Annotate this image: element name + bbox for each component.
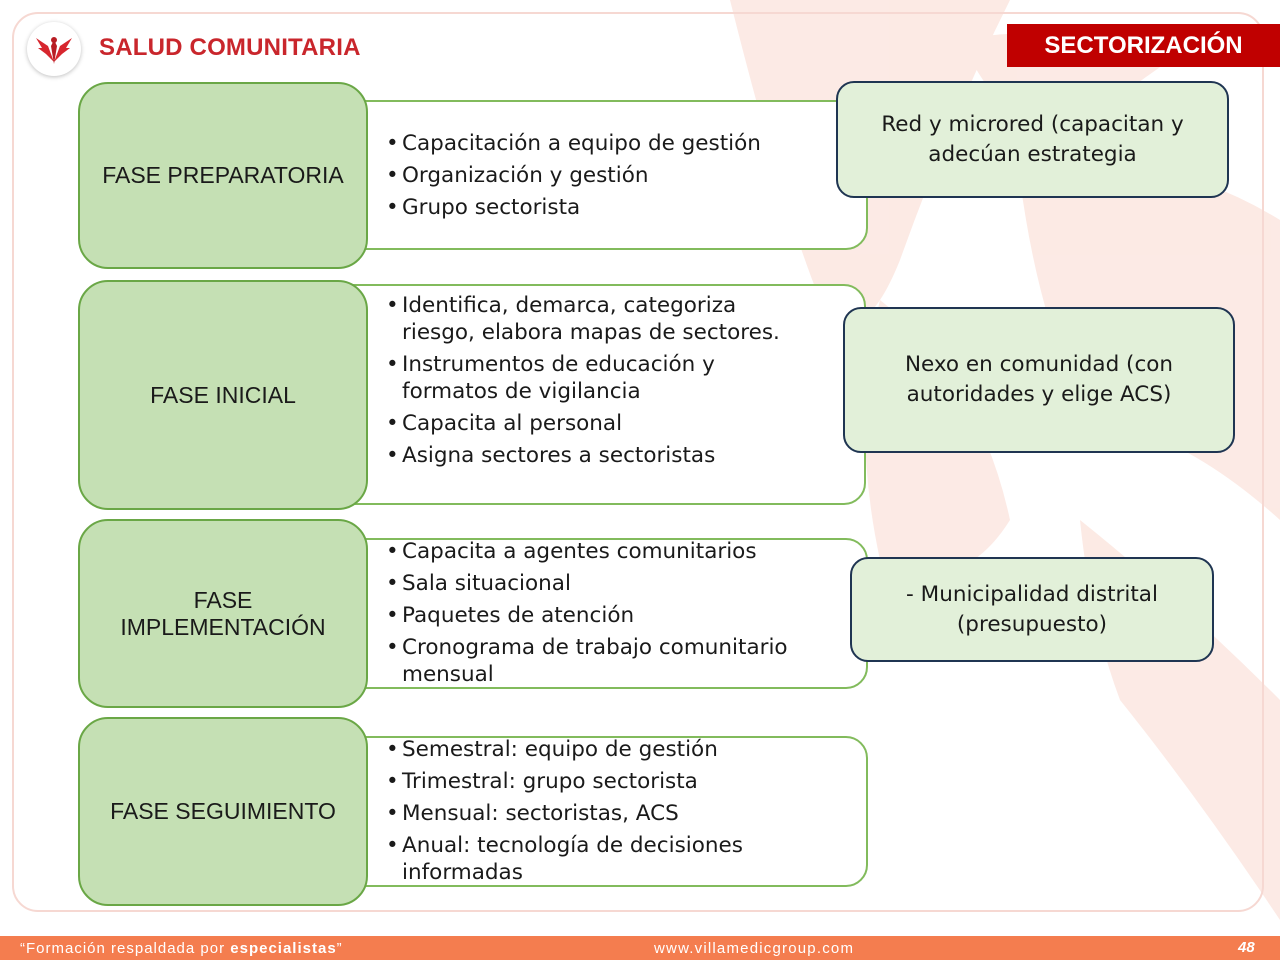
phase-preparatoria-note: Red y microred (capacitan y adecúan estrategia (836, 81, 1229, 198)
brand-logo (27, 22, 81, 76)
phase-preparatoria-label: FASE PREPARATORIA (78, 82, 368, 269)
list-item: • Asigna sectores a sectoristas (386, 442, 806, 469)
list-item: • Sala situacional (386, 570, 816, 597)
footer-bar (0, 936, 1280, 960)
eagle-logo-icon (34, 32, 74, 66)
phase-seguimiento-label: FASE SEGUIMIENTO (78, 717, 368, 906)
list-item: • Semestral: equipo de gestión (386, 736, 816, 763)
list-item: • Paquetes de atención (386, 602, 816, 629)
list-item: • Anual: tecnología de decisiones informadas (386, 832, 816, 886)
list-item: • Identifica, demarca, categoriza riesgo, elabora mapas de sectores. (386, 292, 806, 346)
footer-url[interactable]: www.villamedicgroup.com (654, 940, 855, 957)
list-item: • Grupo sectorista (386, 194, 826, 221)
phase-inicial-note: Nexo en comunidad (con autoridades y elige ACS) (843, 307, 1235, 453)
list-item: • Organización y gestión (386, 162, 826, 189)
footer-tagline-suffix: ” (336, 940, 343, 957)
phase-implementacion-note: - Municipalidad distrital (presupuesto) (850, 557, 1214, 662)
list-item: • Capacita al personal (386, 410, 806, 437)
section-badge: SECTORIZACIÓN (1007, 24, 1280, 67)
footer-tagline (20, 940, 343, 957)
phase-inicial-label: FASE INICIAL (78, 280, 368, 510)
brand-title: SALUD COMUNITARIA (99, 34, 361, 61)
page-number: 48 (1238, 939, 1255, 956)
footer-tagline-prefix: “Formación respaldada por (20, 940, 231, 957)
list-item: • Capacita a agentes comunitarios (386, 538, 816, 565)
list-item: • Cronograma de trabajo comunitario mensual (386, 634, 816, 688)
phase-implementacion-list (386, 538, 816, 693)
footer-tagline-bold: especialistas (230, 940, 337, 957)
phase-preparatoria-list (386, 130, 826, 226)
phase-inicial-list (386, 292, 806, 474)
list-item: • Instrumentos de educación y formatos de vigilancia (386, 351, 806, 405)
phase-seguimiento-list (386, 736, 816, 891)
list-item: • Mensual: sectoristas, ACS (386, 800, 816, 827)
list-item: • Trimestral: grupo sectorista (386, 768, 816, 795)
phase-implementacion-label: FASE IMPLEMENTACIÓN (78, 519, 368, 708)
list-item: • Capacitación a equipo de gestión (386, 130, 826, 157)
